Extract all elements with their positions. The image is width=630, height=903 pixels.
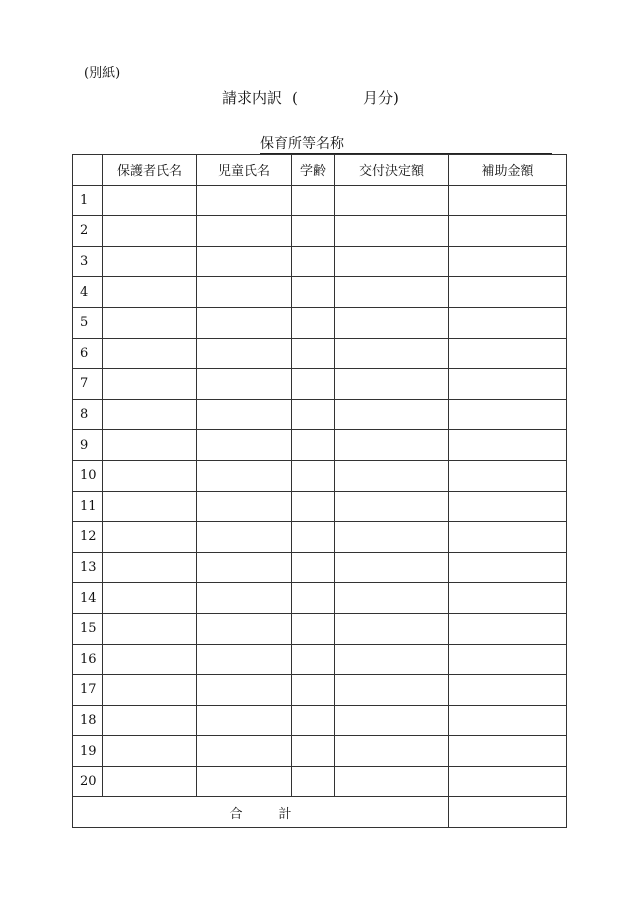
header-guardian-name: 保護者氏名 xyxy=(103,155,197,186)
guardian-name-cell[interactable] xyxy=(103,430,197,461)
table-row xyxy=(73,430,567,461)
guardian-name-cell[interactable] xyxy=(103,613,197,644)
subsidy-amount-cell[interactable] xyxy=(449,307,567,338)
child-name-cell[interactable] xyxy=(197,552,292,583)
school-age-cell[interactable] xyxy=(292,613,335,644)
billing-detail-table xyxy=(72,154,567,828)
school-age-cell[interactable] xyxy=(292,430,335,461)
row-number: 15 xyxy=(73,613,103,644)
guardian-name-cell[interactable] xyxy=(103,185,197,216)
child-name-cell[interactable] xyxy=(197,613,292,644)
row-number: 20 xyxy=(73,766,103,797)
school-age-cell[interactable] xyxy=(292,246,335,277)
school-age-cell[interactable] xyxy=(292,644,335,675)
school-age-cell[interactable] xyxy=(292,307,335,338)
document-title xyxy=(222,88,422,110)
school-age-cell[interactable] xyxy=(292,766,335,797)
guardian-name-cell[interactable] xyxy=(103,705,197,736)
header-child-name: 児童氏名 xyxy=(197,155,292,186)
grant-decision-amount-cell[interactable] xyxy=(335,277,449,308)
grant-decision-amount-cell[interactable] xyxy=(335,185,449,216)
school-age-cell[interactable] xyxy=(292,369,335,400)
grant-decision-amount-cell[interactable] xyxy=(335,613,449,644)
grant-decision-amount-cell[interactable] xyxy=(335,430,449,461)
school-age-cell[interactable] xyxy=(292,522,335,553)
total-amount-cell[interactable] xyxy=(449,797,567,828)
row-number: 19 xyxy=(73,736,103,767)
row-number: 7 xyxy=(73,369,103,400)
title-month-suffix: 月分) xyxy=(363,89,399,107)
child-name-cell[interactable] xyxy=(197,430,292,461)
row-number: 14 xyxy=(73,583,103,614)
grant-decision-amount-cell[interactable] xyxy=(335,736,449,767)
row-number: 16 xyxy=(73,644,103,675)
grant-decision-amount-cell[interactable] xyxy=(335,583,449,614)
guardian-name-cell[interactable] xyxy=(103,307,197,338)
table-row xyxy=(73,736,567,767)
guardian-name-cell[interactable] xyxy=(103,583,197,614)
child-name-cell[interactable] xyxy=(197,185,292,216)
guardian-name-cell[interactable] xyxy=(103,736,197,767)
annex-label: (別紙) xyxy=(84,66,121,81)
table-row xyxy=(73,644,567,675)
row-number: 13 xyxy=(73,552,103,583)
row-number: 1 xyxy=(73,185,103,216)
title-month-field[interactable] xyxy=(304,88,364,108)
total-row xyxy=(73,797,567,828)
header-grant-decision-amount: 交付決定額 xyxy=(335,155,449,186)
grant-decision-amount-cell[interactable] xyxy=(335,675,449,706)
table-row xyxy=(73,583,567,614)
grant-decision-amount-cell[interactable] xyxy=(335,399,449,430)
subsidy-amount-cell[interactable] xyxy=(449,369,567,400)
row-number: 17 xyxy=(73,675,103,706)
guardian-name-cell[interactable] xyxy=(103,338,197,369)
table-row xyxy=(73,246,567,277)
table-row xyxy=(73,613,567,644)
row-number: 8 xyxy=(73,399,103,430)
subsidy-amount-cell[interactable] xyxy=(449,613,567,644)
subsidy-amount-cell[interactable] xyxy=(449,675,567,706)
grant-decision-amount-cell[interactable] xyxy=(335,369,449,400)
grant-decision-amount-cell[interactable] xyxy=(335,766,449,797)
subsidy-amount-cell[interactable] xyxy=(449,705,567,736)
child-name-cell[interactable] xyxy=(197,736,292,767)
grant-decision-amount-cell[interactable] xyxy=(335,246,449,277)
school-age-cell[interactable] xyxy=(292,338,335,369)
total-label-right: 計 xyxy=(278,806,292,822)
grant-decision-amount-cell[interactable] xyxy=(335,307,449,338)
subsidy-amount-cell[interactable] xyxy=(449,552,567,583)
title-main: 請求内訳 xyxy=(222,89,283,107)
header-number xyxy=(73,155,103,186)
table-row xyxy=(73,216,567,247)
guardian-name-cell[interactable] xyxy=(103,246,197,277)
guardian-name-cell[interactable] xyxy=(103,277,197,308)
school-age-cell[interactable] xyxy=(292,216,335,247)
child-name-cell[interactable] xyxy=(197,216,292,247)
table-row xyxy=(73,277,567,308)
child-name-cell[interactable] xyxy=(197,399,292,430)
child-name-cell[interactable] xyxy=(197,460,292,491)
total-label-left: 合 xyxy=(229,806,243,822)
facility-name-label: 保育所等名称 xyxy=(260,136,344,152)
grant-decision-amount-cell[interactable] xyxy=(335,338,449,369)
school-age-cell[interactable] xyxy=(292,399,335,430)
row-number: 2 xyxy=(73,216,103,247)
row-number: 9 xyxy=(73,430,103,461)
row-number: 10 xyxy=(73,460,103,491)
subsidy-amount-cell[interactable] xyxy=(449,246,567,277)
grant-decision-amount-cell[interactable] xyxy=(335,460,449,491)
row-number: 12 xyxy=(73,522,103,553)
child-name-cell[interactable] xyxy=(197,705,292,736)
row-number: 18 xyxy=(73,705,103,736)
subsidy-amount-cell[interactable] xyxy=(449,399,567,430)
table-row xyxy=(73,338,567,369)
school-age-cell[interactable] xyxy=(292,460,335,491)
guardian-name-cell[interactable] xyxy=(103,675,197,706)
school-age-cell[interactable] xyxy=(292,705,335,736)
guardian-name-cell[interactable] xyxy=(103,399,197,430)
title-open-paren: ( xyxy=(292,89,298,107)
child-name-cell[interactable] xyxy=(197,369,292,400)
child-name-cell[interactable] xyxy=(197,766,292,797)
row-number: 4 xyxy=(73,277,103,308)
subsidy-amount-cell[interactable] xyxy=(449,216,567,247)
school-age-cell[interactable] xyxy=(292,491,335,522)
guardian-name-cell[interactable] xyxy=(103,522,197,553)
subsidy-amount-cell[interactable] xyxy=(449,736,567,767)
subsidy-amount-cell[interactable] xyxy=(449,277,567,308)
child-name-cell[interactable] xyxy=(197,277,292,308)
subsidy-amount-cell[interactable] xyxy=(449,644,567,675)
table-header-row xyxy=(73,155,567,186)
grant-decision-amount-cell[interactable] xyxy=(335,552,449,583)
row-number: 5 xyxy=(73,307,103,338)
total-label xyxy=(73,797,449,828)
subsidy-amount-cell[interactable] xyxy=(449,460,567,491)
table-row xyxy=(73,369,567,400)
table-row xyxy=(73,522,567,553)
child-name-cell[interactable] xyxy=(197,246,292,277)
table-row xyxy=(73,307,567,338)
subsidy-amount-cell[interactable] xyxy=(449,338,567,369)
table-row xyxy=(73,399,567,430)
table-row xyxy=(73,766,567,797)
school-age-cell[interactable] xyxy=(292,185,335,216)
grant-decision-amount-cell[interactable] xyxy=(335,705,449,736)
subsidy-amount-cell[interactable] xyxy=(449,766,567,797)
guardian-name-cell[interactable] xyxy=(103,644,197,675)
child-name-cell[interactable] xyxy=(197,491,292,522)
child-name-cell[interactable] xyxy=(197,522,292,553)
row-number: 6 xyxy=(73,338,103,369)
school-age-cell[interactable] xyxy=(292,277,335,308)
facility-name-field[interactable] xyxy=(350,136,550,152)
school-age-cell[interactable] xyxy=(292,583,335,614)
guardian-name-cell[interactable] xyxy=(103,766,197,797)
table-row xyxy=(73,675,567,706)
row-number: 3 xyxy=(73,246,103,277)
table-row xyxy=(73,185,567,216)
guardian-name-cell[interactable] xyxy=(103,491,197,522)
grant-decision-amount-cell[interactable] xyxy=(335,216,449,247)
table-row xyxy=(73,705,567,736)
school-age-cell[interactable] xyxy=(292,736,335,767)
subsidy-amount-cell[interactable] xyxy=(449,583,567,614)
subsidy-amount-cell[interactable] xyxy=(449,522,567,553)
table-row xyxy=(73,460,567,491)
child-name-cell[interactable] xyxy=(197,307,292,338)
guardian-name-cell[interactable] xyxy=(103,216,197,247)
subsidy-amount-cell[interactable] xyxy=(449,185,567,216)
guardian-name-cell[interactable] xyxy=(103,552,197,583)
row-number: 11 xyxy=(73,491,103,522)
child-name-cell[interactable] xyxy=(197,675,292,706)
header-school-age: 学齢 xyxy=(292,155,335,186)
subsidy-amount-cell[interactable] xyxy=(449,491,567,522)
facility-name-line xyxy=(260,136,552,154)
child-name-cell[interactable] xyxy=(197,583,292,614)
guardian-name-cell[interactable] xyxy=(103,460,197,491)
subsidy-amount-cell[interactable] xyxy=(449,430,567,461)
grant-decision-amount-cell[interactable] xyxy=(335,522,449,553)
header-subsidy-amount: 補助金額 xyxy=(449,155,567,186)
child-name-cell[interactable] xyxy=(197,644,292,675)
school-age-cell[interactable] xyxy=(292,675,335,706)
grant-decision-amount-cell[interactable] xyxy=(335,644,449,675)
table-row xyxy=(73,552,567,583)
guardian-name-cell[interactable] xyxy=(103,369,197,400)
grant-decision-amount-cell[interactable] xyxy=(335,491,449,522)
school-age-cell[interactable] xyxy=(292,552,335,583)
child-name-cell[interactable] xyxy=(197,338,292,369)
table-row xyxy=(73,491,567,522)
